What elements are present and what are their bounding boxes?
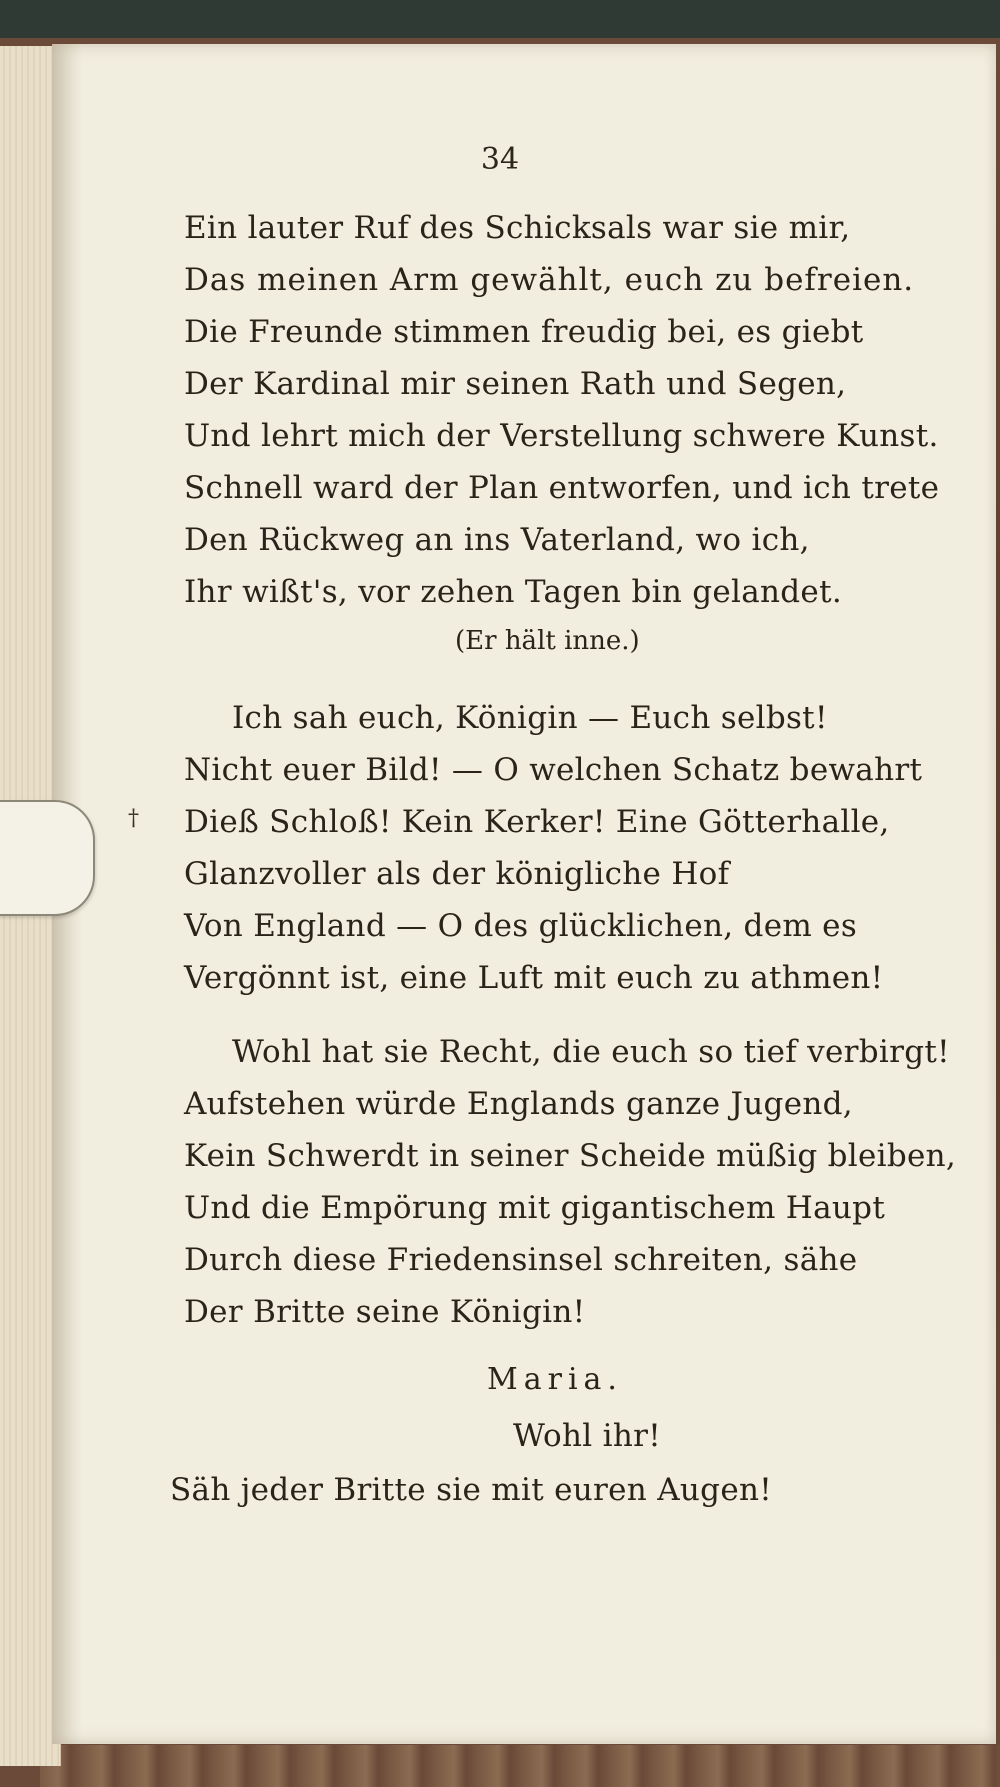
verse-line: Vergönnt ist, eine Luft mit euch zu athmen! xyxy=(184,960,884,996)
margin-mark: † xyxy=(128,806,139,831)
verse-line: Ihr wißt's, vor zehen Tagen bin gelandet. xyxy=(184,574,842,610)
verse-line: Der Britte seine Königin! xyxy=(184,1294,586,1330)
verse-line: Aufstehen würde Englands ganze Jugend, xyxy=(184,1086,853,1122)
verse-line: Wohl ihr! xyxy=(513,1418,662,1454)
marbled-cover-edge xyxy=(40,1745,1000,1787)
verse-line: Ein lauter Ruf des Schicksals war sie mir, xyxy=(184,210,851,246)
verse-line: Glanzvoller als der königliche Hof xyxy=(184,856,730,892)
verse-line: Von England — O des glücklichen, dem es xyxy=(184,908,858,944)
verse-line: Dieß Schloß! Kein Kerker! Eine Götterhalle, xyxy=(184,804,890,840)
verse-line: Das meinen Arm gewählt, euch zu befreien. xyxy=(184,262,915,298)
verse-line: Kein Schwerdt in seiner Scheide müßig bleiben, xyxy=(184,1138,957,1174)
verse-line: Wohl hat sie Recht, die euch so tief verbirgt! xyxy=(232,1034,950,1070)
verse-line: Durch diese Friedensinsel schreiten, sähe xyxy=(184,1242,858,1278)
stage-direction: (Er hält inne.) xyxy=(455,626,640,656)
verse-line: Und die Empörung mit gigantischem Haupt xyxy=(184,1190,886,1226)
verse-line: Der Kardinal mir seinen Rath und Segen, xyxy=(184,366,847,402)
verse-line: Den Rückweg an ins Vaterland, wo ich, xyxy=(184,522,810,558)
verse-line: Die Freunde stimmen freudig bei, es giebt xyxy=(184,314,864,350)
verse-line: Und lehrt mich der Verstellung schwere Kunst. xyxy=(184,418,939,454)
verse-line: Nicht euer Bild! — O welchen Schatz bewahrt xyxy=(184,752,923,788)
verse-line: Ich sah euch, Königin — Euch selbst! xyxy=(232,700,828,736)
verse-line: Säh jeder Britte sie mit euren Augen! xyxy=(170,1472,772,1508)
page-number: 34 xyxy=(480,142,520,177)
speaker-name: Maria. xyxy=(487,1362,623,1397)
verse-line: Schnell ward der Plan entworfen, und ich trete xyxy=(184,470,940,506)
paper-clip-tab xyxy=(0,800,95,916)
